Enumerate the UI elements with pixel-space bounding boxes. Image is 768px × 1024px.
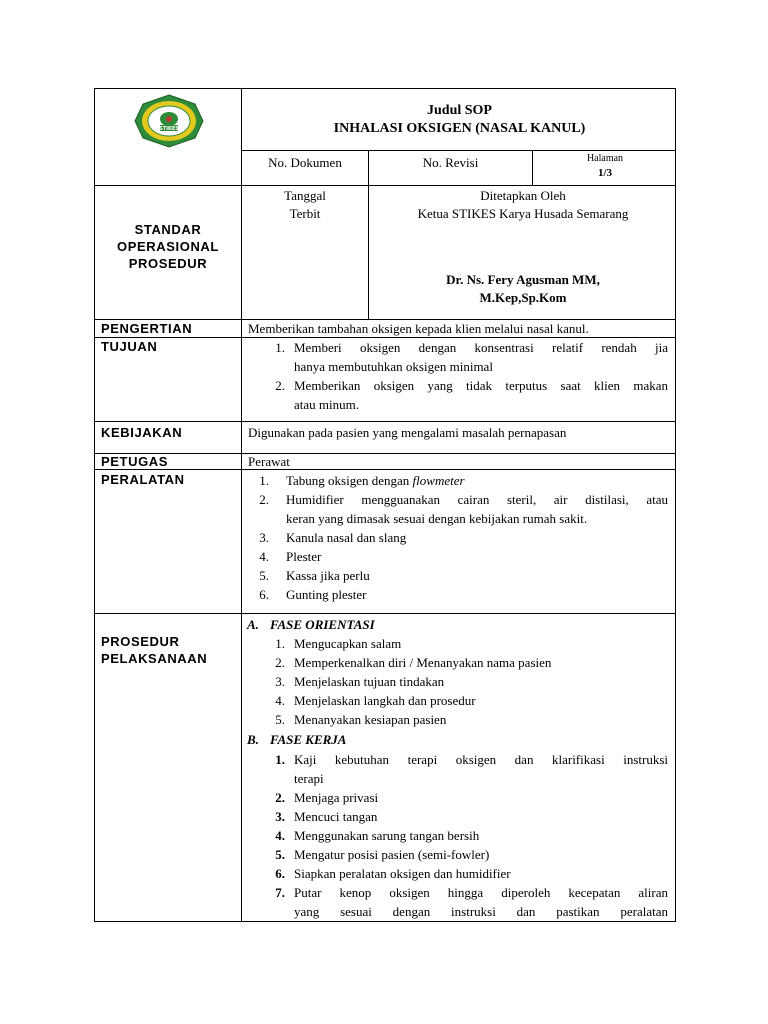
tujuan-num-1: 1.	[275, 340, 285, 355]
peralatan-item-2-line-1: Humidifier mengguanakan cairan steril, air distilasi, atau	[286, 492, 668, 507]
tujuan-2-line-2: atau minum.	[294, 397, 359, 412]
kerja-item-6: Siapkan peralatan oksigen dan humidifier	[294, 866, 511, 881]
pengertian-text: Memberikan tambahan oksigen kepada klien melalui nasal kanul.	[248, 321, 589, 336]
tujuan-num-2: 2.	[275, 378, 285, 393]
no-revisi: No. Revisi	[422, 155, 479, 170]
orientasi-item-4: Menjelaskan langkah dan prosedur	[294, 693, 476, 708]
orientasi-num-3: 3.	[275, 674, 285, 689]
sop-title: INHALASI OKSIGEN (NASAL KANUL)	[333, 121, 586, 136]
ditetapkan-oleh: Ditetapkan Oleh	[480, 188, 566, 203]
peralatan-item-4: Plester	[286, 549, 322, 564]
kerja-item-2: Menjaga privasi	[294, 790, 379, 805]
petugas-label: PETUGAS	[101, 454, 169, 469]
sop-label-2: OPERASIONAL	[117, 239, 219, 254]
kerja-num-5: 5.	[275, 847, 285, 862]
peralatan-num-3: 3.	[259, 530, 269, 545]
peralatan-item-1-text: Tabung oksigen dengan	[286, 473, 413, 488]
judul-sop: Judul SOP	[427, 103, 492, 118]
kerja-item-3: Mencuci tangan	[294, 809, 378, 824]
tanggal-label: Tanggal	[284, 188, 326, 203]
sop-document	[94, 88, 676, 922]
ketua-stikes: Ketua STIKES Karya Husada Semarang	[417, 206, 629, 221]
orientasi-item-1: Mengucapkan salam	[294, 636, 402, 651]
stikes-logo	[129, 94, 209, 148]
peralatan-num-5: 5.	[259, 568, 269, 583]
peralatan-item-1	[286, 471, 465, 490]
orientasi-item-2: Memperkenalkan diri / Menanyakan nama pasien	[294, 655, 552, 670]
fase-b-letter: B.	[247, 732, 259, 747]
row-divider-peralatan	[95, 613, 676, 614]
tujuan-1-line-2: hanya membutuhkan oksigen minimal	[294, 359, 493, 374]
fase-b-title: FASE KERJA	[270, 732, 347, 747]
peralatan-num-4: 4.	[259, 549, 269, 564]
peralatan-label: PERALATAN	[101, 472, 185, 487]
kerja-num-6: 6.	[275, 866, 285, 881]
kebijakan-label: KEBIJAKAN	[101, 425, 183, 440]
tujuan-1-line-1: Memberi oksigen dengan konsentrasi relatif rendah jia	[294, 340, 668, 355]
kerja-item-1-line-2: terapi	[294, 771, 324, 786]
tujuan-label: TUJUAN	[101, 339, 158, 354]
peralatan-item-5: Kassa jika perlu	[286, 568, 370, 583]
kerja-item-7-line-1: Putar kenop oksigen hingga diperoleh kecepatan aliran	[294, 885, 668, 900]
sop-label-1: STANDAR	[134, 222, 202, 237]
peralatan-item-3: Kanula nasal dan slang	[286, 530, 407, 545]
kerja-item-4: Menggunakan sarung tangan bersih	[294, 828, 480, 843]
no-dokumen: No. Dokumen	[268, 155, 342, 170]
orientasi-num-5: 5.	[275, 712, 285, 727]
halaman-label: Halaman	[586, 153, 624, 164]
halaman-value: 1/3	[597, 167, 613, 179]
row-divider-title	[242, 150, 676, 151]
kerja-num-2: 2.	[275, 790, 285, 805]
row-divider-tujuan	[95, 421, 676, 422]
kerja-item-5: Mengatur posisi pasien (semi-fowler)	[294, 847, 490, 862]
kebijakan-text: Digunakan pada pasien yang mengalami masalah pernapasan	[248, 425, 567, 440]
row-divider-kebijakan	[95, 453, 676, 454]
kerja-num-1: 1.	[275, 752, 285, 767]
signer-name: Dr. Ns. Fery Agusman MM,	[446, 272, 600, 287]
kerja-num-4: 4.	[275, 828, 285, 843]
pengertian-label: PENGERTIAN	[101, 321, 193, 336]
logo-lettering: STIKES	[159, 126, 179, 132]
orientasi-num-4: 4.	[275, 693, 285, 708]
signer-title: M.Kep,Sp.Kom	[479, 290, 567, 305]
terbit-label: Terbit	[289, 206, 321, 221]
sop-label-3: PROSEDUR	[128, 256, 208, 271]
fase-a-title: FASE ORIENTASI	[270, 617, 375, 632]
petugas-text: Perawat	[248, 454, 290, 469]
kerja-num-3: 3.	[275, 809, 285, 824]
peralatan-num-6: 6.	[259, 587, 269, 602]
peralatan-num-2: 2.	[259, 492, 269, 507]
orientasi-item-3: Menjelaskan tujuan tindakan	[294, 674, 445, 689]
tujuan-2-line-1: Memberikan oksigen yang tidak terputus saat klien makan	[294, 378, 668, 393]
orientasi-num-2: 2.	[275, 655, 285, 670]
peralatan-num-1: 1.	[259, 473, 269, 488]
orientasi-item-5: Menanyakan kesiapan pasien	[294, 712, 447, 727]
kerja-item-1-line-1: Kaji kebutuhan terapi oksigen dan klarifikasi instruksi	[294, 752, 668, 767]
peralatan-item-1-italic: flowmeter	[412, 473, 465, 488]
kerja-num-7: 7.	[275, 885, 285, 900]
peralatan-item-6: Gunting plester	[286, 587, 367, 602]
peralatan-item-2-line-2: keran yang dimasak sesuai dengan kebijakan rumah sakit.	[286, 511, 588, 526]
orientasi-num-1: 1.	[275, 636, 285, 651]
prosedur-label-2: PELAKSANAAN	[101, 651, 208, 666]
prosedur-label-1: PROSEDUR	[101, 634, 180, 649]
kerja-item-7-line-2: yang sesuai dengan instruksi dan pastikan peralatan	[294, 904, 668, 919]
fase-a-letter: A.	[247, 617, 259, 632]
